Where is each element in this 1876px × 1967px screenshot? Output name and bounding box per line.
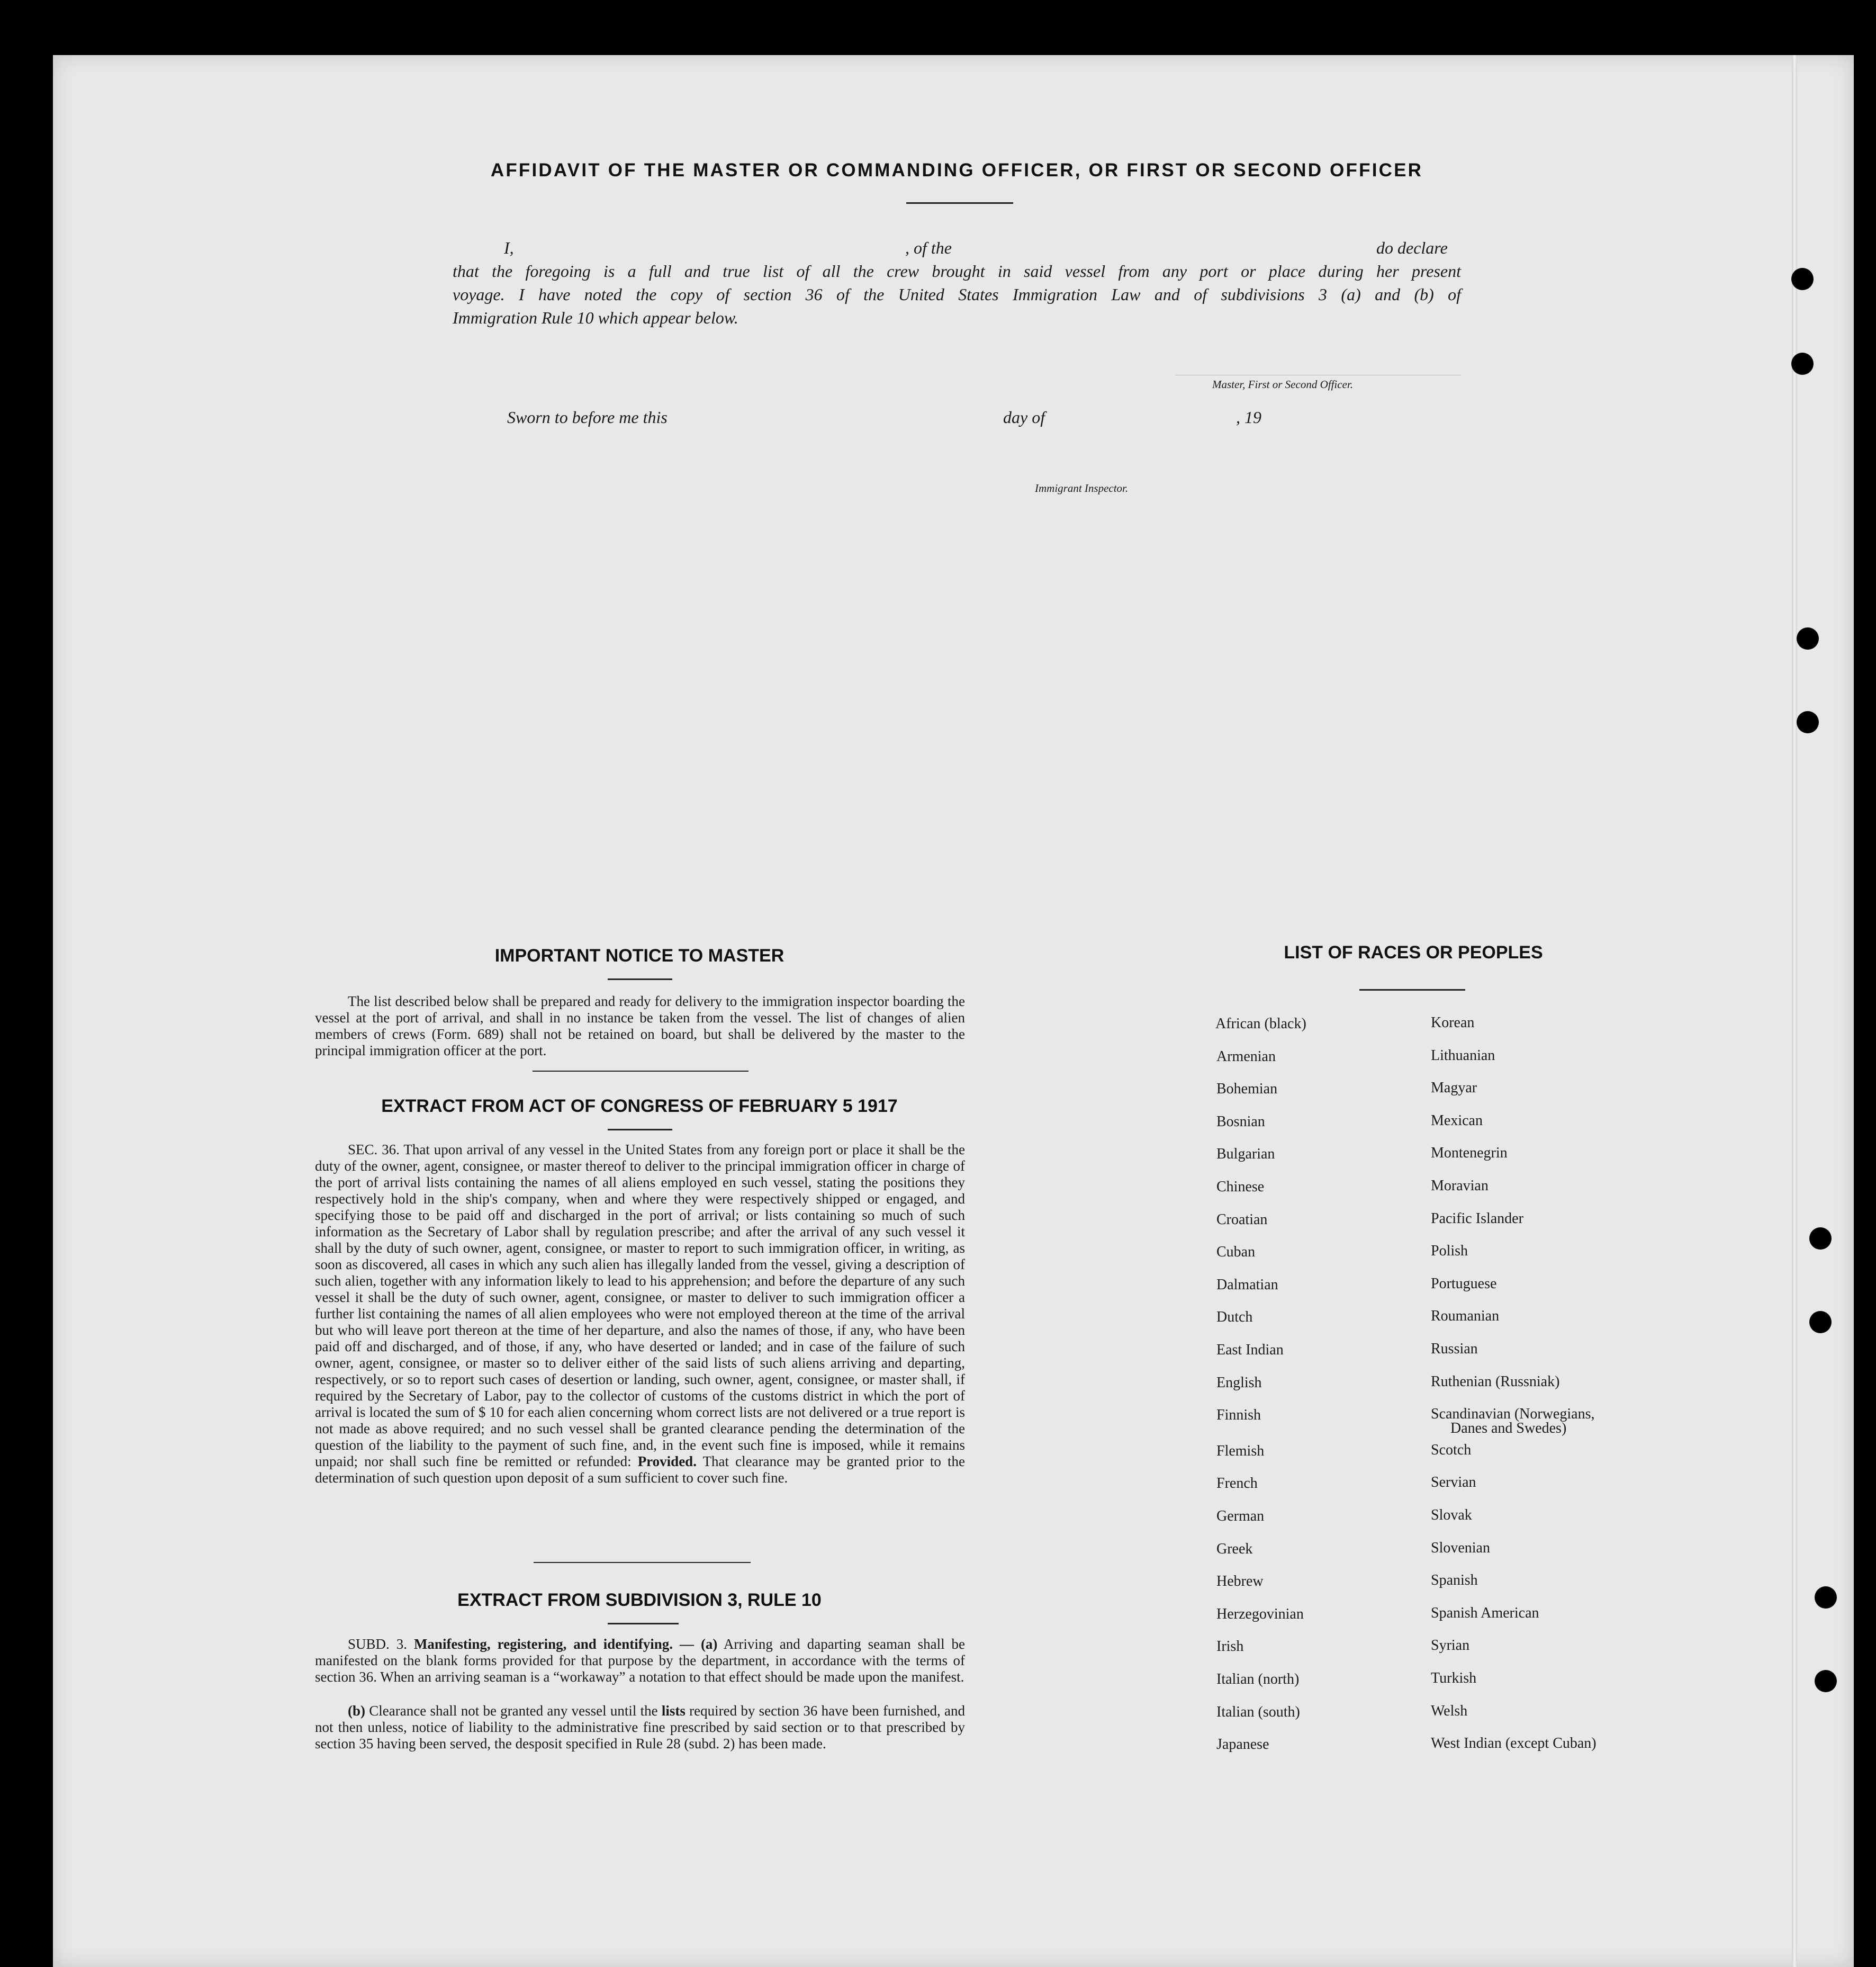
race-item: Polish <box>1431 1243 1468 1259</box>
rule-text-a <box>315 1636 965 1685</box>
section-underline <box>608 1129 672 1130</box>
title-underline <box>906 202 1013 204</box>
punch-hole <box>1809 1227 1832 1250</box>
race-item: Hebrew <box>1216 1573 1264 1589</box>
race-item: German <box>1216 1508 1265 1524</box>
race-item: Montenegrin <box>1431 1145 1508 1161</box>
race-item: Dalmatian <box>1216 1277 1278 1293</box>
race-item: Russian <box>1431 1341 1478 1357</box>
page-fold-edge <box>1792 55 1797 1967</box>
race-item: Bulgarian <box>1216 1146 1275 1162</box>
race-item: Cuban <box>1216 1244 1256 1260</box>
race-item: Portuguese <box>1431 1276 1497 1292</box>
race-item: Italian (north) <box>1216 1671 1300 1687</box>
race-item: Herzegovinian <box>1216 1606 1304 1622</box>
rule-b-lists: lists <box>661 1703 686 1719</box>
section-underline <box>608 978 672 980</box>
notice-text-body: The list described below shall be prepared and ready for delivery to the immigration inspector boarding the vessel at the port of arrival, and shall in no instance be taken from the vessel. The list of changes of alien members of crews (Form. 689) shall not be retained on board, but shall be delivered by the master to the principal immigration officer at the port. <box>315 993 965 1058</box>
punch-hole <box>1791 353 1814 375</box>
race-item: Flemish <box>1216 1443 1265 1459</box>
race-item: Syrian <box>1431 1637 1470 1654</box>
race-item: Mexican <box>1431 1112 1483 1129</box>
inspector-caption: Immigrant Inspector. <box>1035 482 1129 495</box>
declaration-line: Immigration Rule 10 which appear below. <box>453 308 738 327</box>
punch-hole <box>1815 1586 1837 1609</box>
race-item: Scandinavian (Norwegians, <box>1431 1406 1595 1422</box>
rule-a-heading: Manifesting, registering, and identifying. — (a) <box>413 1636 718 1652</box>
punch-hole <box>1797 627 1819 650</box>
race-item: Servian <box>1431 1474 1476 1490</box>
declaration-of-the: , of the <box>905 238 952 257</box>
race-item: French <box>1216 1475 1258 1492</box>
section-underline <box>608 1623 679 1624</box>
race-item: Scotch <box>1431 1442 1472 1458</box>
race-item: Moravian <box>1431 1178 1489 1194</box>
punch-hole <box>1791 268 1814 290</box>
race-item: Lithuanian <box>1431 1047 1495 1064</box>
year-label: , 19 <box>1236 408 1261 427</box>
race-item: East Indian <box>1216 1342 1284 1358</box>
declaration-do-declare: do declare <box>1376 238 1448 257</box>
race-item: Italian (south) <box>1216 1704 1300 1720</box>
race-item: Ruthenian (Russniak) <box>1431 1373 1560 1390</box>
race-item: Japanese <box>1216 1736 1269 1753</box>
race-item: Armenian <box>1216 1048 1276 1065</box>
declaration-line: voyage. I have noted the copy of section 36 of the United States Immigration Law and of subdivisions 3 (a) and (b) of <box>453 285 1461 304</box>
act-text <box>315 1142 965 1486</box>
race-item: Greek <box>1216 1541 1253 1557</box>
punch-hole <box>1797 711 1819 733</box>
notice-title: IMPORTANT NOTICE TO MASTER <box>494 946 784 966</box>
rule-a-lead: SUBD. 3. <box>348 1636 407 1652</box>
rule-title: EXTRACT FROM SUBDIVISION 3, RULE 10 <box>457 1590 822 1610</box>
race-item: African (black) <box>1215 1016 1306 1032</box>
section-divider <box>533 1071 748 1072</box>
section-divider <box>534 1562 751 1563</box>
act-provided: Provided. <box>637 1453 697 1469</box>
races-title: LIST OF RACES OR PEOPLES <box>1284 942 1543 963</box>
race-item: Bosnian <box>1216 1113 1265 1130</box>
race-item: Korean <box>1431 1014 1475 1031</box>
act-title: EXTRACT FROM ACT OF CONGRESS OF FEBRUARY 5 1917 <box>381 1096 898 1116</box>
declaration-line: that the foregoing is a full and true list of all the crew brought in said vessel from any port or place during her present <box>453 262 1461 281</box>
rule-b-body: Clearance shall not be granted any vessel until the <box>369 1703 658 1719</box>
race-item-continuation: Danes and Swedes) <box>1450 1420 1567 1436</box>
declaration-i: I, <box>504 238 514 257</box>
race-item: Slovak <box>1431 1507 1472 1523</box>
rule-b-heading: (b) <box>348 1703 365 1719</box>
race-item: Dutch <box>1216 1309 1253 1325</box>
section-underline <box>1359 989 1465 991</box>
rule-a-body: Arriving and daparting seaman shall be manifested on the blank forms provided for that purpose by the department, in accordance with the terms of section 36. When an arriving seaman is a “workaway” a notation to that effect should be made upon the manifest. <box>315 1636 966 1685</box>
affidavit-title: AFFIDAVIT OF THE MASTER OR COMMANDING OFFICER, OR FIRST OR SECOND OFFICER <box>490 160 1423 181</box>
race-item: Spanish American <box>1431 1605 1539 1621</box>
notice-text <box>315 993 965 1059</box>
race-item: English <box>1216 1375 1262 1391</box>
rule-text-b <box>315 1703 965 1752</box>
day-of-label: day of <box>1003 408 1045 427</box>
race-item: Irish <box>1216 1638 1244 1655</box>
race-item: Pacific Islander <box>1431 1210 1523 1227</box>
act-text-end: That clearance may be granted prior to the determination of such question upon deposit of a sum sufficient to cover such fine. <box>315 1453 965 1486</box>
race-item: Croatian <box>1216 1211 1268 1228</box>
race-item: Turkish <box>1431 1670 1477 1686</box>
race-item: Chinese <box>1216 1179 1265 1195</box>
race-item: Spanish <box>1431 1572 1478 1588</box>
punch-hole <box>1809 1311 1832 1333</box>
race-item: West Indian (except Cuban) <box>1431 1735 1597 1752</box>
race-item: Roumanian <box>1431 1308 1500 1324</box>
rule-b-body-end: required by section 36 have been furnished, and not then unless, notice of liability to the administrative fine prescribed by said section or to that prescribed by section 35 having been served, the desposit specified in Rule 28 (subd. 2) has been made. <box>315 1703 966 1752</box>
sworn-label: Sworn to before me this <box>507 408 668 427</box>
punch-hole <box>1815 1670 1837 1692</box>
race-item: Bohemian <box>1216 1081 1278 1097</box>
race-item: Slovenian <box>1431 1540 1490 1556</box>
race-item: Magyar <box>1431 1080 1477 1096</box>
race-item: Finnish <box>1216 1407 1261 1423</box>
act-text-main: SEC. 36. That upon arrival of any vessel in the United States from any foreign port or place it shall be the duty of the owner, agent, consignee, or master thereof to deliver to the principal immigration officer in charge of the port of arrival lists containing the names of all aliens employed en such vessel, stating the positions they respectively hold in the ship's company, when and where they were respectively shipped or engaged, and specifying those to be paid off and discharged in the port of arrival; or lists containing so much of such information as the Secretary of Labor shall by regulation prescribe; and after the arrival of any such vessel it shall by the duty of such owner, agent, consignee, or master to report to such immigration officer, in writing, as soon as discovered, all cases in which any such alien has illegally landed from the vessel, giving a description of such alien, together with any information likely to lead to his apprehension; and before the departure of any such vessel it shall be the duty of such owner, agent, consignee, or master to deliver to such immigration officer a further list containing the names of all alien employees who were not employed thereon at the time of the arrival but who will leave port thereon at the time of her departure, and also the names of those, if any, who have been paid off and discharged, and of those, if any, who have deserted or landed; and in case of the failure of such owner, agent, consignee, or master so to deliver either of the said lists of such aliens arriving and departing, respectively, or so to report such cases of desertion or landing, such owner, agent, consignee, or master shall, if required by the Secretary of Labor, pay to the collector of customs of the customs district in which the port of arrival is located the sum of $ 10 for each alien concerning whom correct lists are not delivered or a true report is not made as above required; and no such vessel shall be granted clearance pending the determination of the question of the liability to the payment of such fine, and, in the event such fine is imposed, while it remains unpaid; nor shall such fine be remitted or refunded: <box>315 1142 965 1469</box>
signature-caption: Master, First or Second Officer. <box>1212 378 1353 391</box>
race-item: Welsh <box>1431 1703 1468 1719</box>
